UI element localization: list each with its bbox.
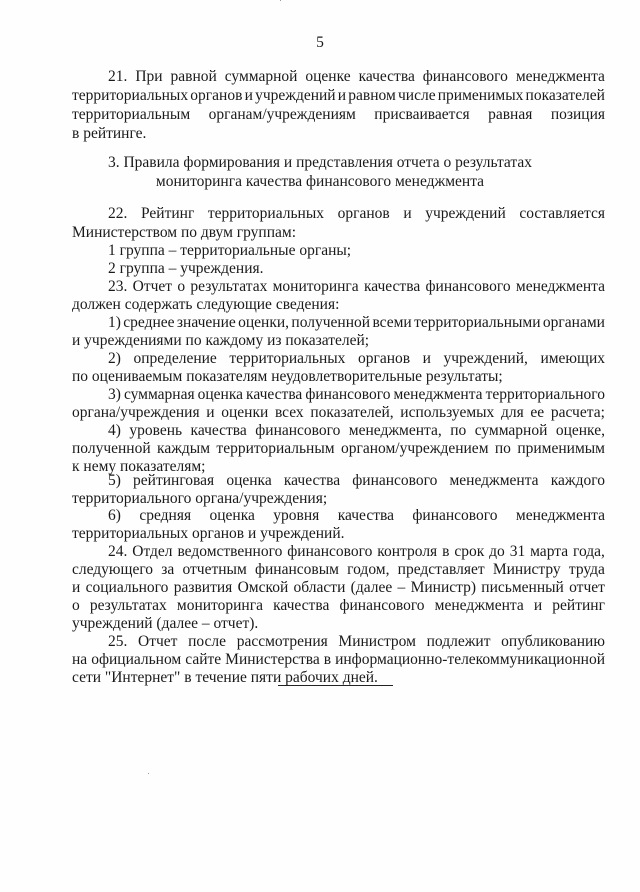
paragraph-24-line-3: и социального развития Омской области (далее – Министр) письменный отчет — [72, 579, 605, 596]
item-3-line-2: органа/учреждения и оценки всех показателей, используемых для ее расчета; — [72, 404, 605, 421]
item-2-line-1: 2) определение территориальных органов и учреждений, имеющих — [108, 350, 605, 367]
paragraph-25-line-1: 25. Отчет после рассмотрения Министром подлежит опубликованию — [108, 633, 605, 650]
page-number: 5 — [316, 34, 324, 51]
paragraph-24-line-2: следующего за отчетным финансовым годом, представляет Министру труда — [72, 561, 605, 578]
paragraph-24-line-5: учреждений (далее – отчет). — [72, 615, 259, 632]
item-5-line-1: 5) рейтинговая оценка качества финансового менеджмента каждого — [108, 472, 605, 489]
section-title-line-2: мониторинга качества финансового менеджмента — [155, 173, 485, 190]
item-1-line-1: 1) среднее значение оценки, полученной всеми территориальными органами — [108, 314, 605, 331]
paragraph-23-line-2: должен содержать следующие сведения: — [72, 296, 340, 313]
item-6-line-1: 6) средняя оценка уровня качества финансового менеджмента — [108, 507, 605, 524]
item-5-line-2: территориального органа/учреждения; — [72, 490, 328, 507]
item-2-line-2: по оцениваемым показателям неудовлетворительные результаты; — [72, 368, 503, 385]
paragraph-21-line-1: 21. При равной суммарной оценке качества финансового менеджмента — [108, 68, 605, 85]
section-title-line-1: 3. Правила формирования и представления отчета о результатах — [107, 154, 533, 171]
paragraph-21-line-3: территориальным органам/учреждениям присваивается равная позиция — [72, 106, 605, 123]
paragraph-24-line-4: о результатах мониторинга качества финансового менеджмента и рейтинг — [72, 597, 605, 614]
group-2-line: 2 группа – учреждения. — [108, 260, 264, 277]
scan-speck — [280, 0, 281, 1]
paragraph-25-line-2: на официальном сайте Министерства в информационно-телекоммуникационной — [72, 651, 605, 668]
item-6-line-2: территориальных органов и учреждений. — [72, 525, 345, 542]
item-4-line-1: 4) уровень качества финансового менеджмента, по суммарной оценке, — [108, 422, 605, 439]
item-4-line-2: полученной каждым территориальным органом/учреждением по применимым — [72, 440, 605, 457]
paragraph-24-line-1: 24. Отдел ведомственного финансового контроля в срок до 31 марта года, — [108, 543, 605, 560]
item-4-line-3: к нему показателям; — [72, 458, 206, 475]
paragraph-25-line-3: сети "Интернет" в течение пяти рабочих дней. — [72, 669, 378, 686]
item-1-line-2: и учреждениями по каждому из показателей; — [72, 332, 370, 349]
group-1-line: 1 группа – территориальные органы; — [108, 242, 352, 259]
scan-speck — [148, 773, 149, 774]
paragraph-22-line-2: Министерством по двум группам: — [72, 224, 297, 241]
paragraph-23-line-1: 23. Отчет о результатах мониторинга качества финансового менеджмента — [108, 278, 605, 295]
paragraph-22-line-1: 22. Рейтинг территориальных органов и учреждений составляется — [108, 205, 605, 222]
paragraph-21-line-2: территориальных органов и учреждений и равном числе применимых показателей — [72, 87, 605, 104]
item-3-line-1: 3) суммарная оценка качества финансового менеджмента территориального — [108, 386, 605, 403]
paragraph-21-line-4: в рейтинге. — [72, 125, 147, 142]
